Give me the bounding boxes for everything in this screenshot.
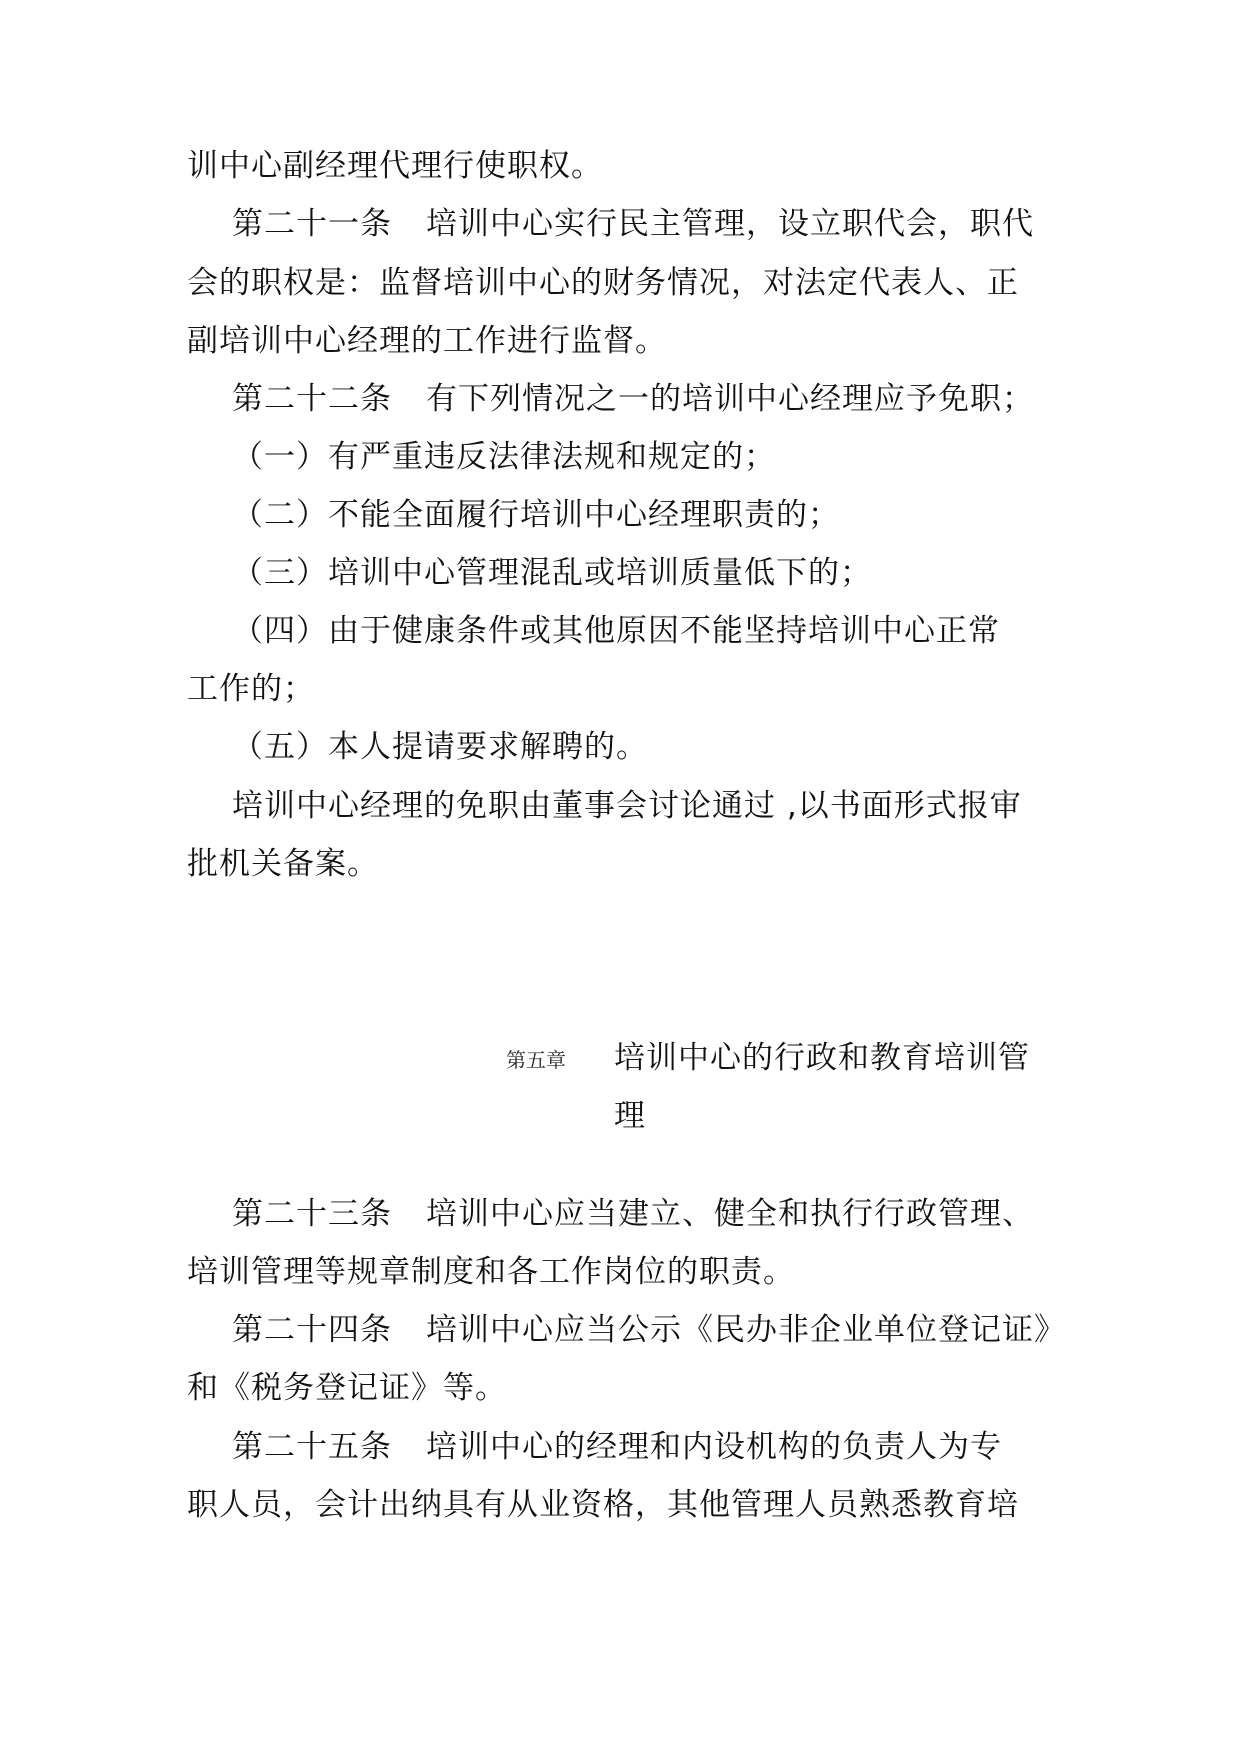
text-line xyxy=(187,263,1087,303)
article-number: 第二十一条 xyxy=(232,206,392,242)
text-line xyxy=(187,844,1087,884)
text-line xyxy=(187,146,1087,186)
article-number: 第二十五条 xyxy=(232,1429,392,1465)
text-line xyxy=(187,1368,1087,1408)
text-line xyxy=(187,321,1087,361)
list-item xyxy=(232,727,1132,767)
article-number: 第二十二条 xyxy=(232,381,392,417)
text-fragment: 批机关备案。 xyxy=(187,846,379,882)
text-fragment: 和《税务登记证》等。 xyxy=(187,1370,507,1406)
article-21-heading xyxy=(232,204,1132,244)
text-fragment: 培训管理等规章制度和各工作岗位的职责。 xyxy=(187,1254,795,1290)
text-line xyxy=(232,786,1132,826)
list-item-text: （一）有严重违反法律法规和规定的； xyxy=(232,439,776,475)
article-text: 培训中心实行民主管理，设立职代会，职代 xyxy=(426,206,1034,242)
text-fragment: 训中心副经理代理行使职权。 xyxy=(187,148,603,184)
article-25-heading xyxy=(232,1427,1132,1467)
list-item-text: （三）培训中心管理混乱或培训质量低下的； xyxy=(232,555,872,591)
list-item-text: （四）由于健康条件或其他原因不能坚持培训中心正常 xyxy=(232,613,1000,649)
article-text: 培训中心应当建立、健全和执行行政管理、 xyxy=(426,1196,1034,1232)
text-line xyxy=(187,1485,1087,1525)
list-item xyxy=(232,437,1132,477)
article-22-heading xyxy=(232,379,1132,419)
list-item xyxy=(232,611,1132,651)
list-item xyxy=(232,495,1132,535)
text-fragment: 会的职权是：监督培训中心的财务情况，对法定代表人、正 xyxy=(187,265,1019,301)
text-fragment: 职人员，会计出纳具有从业资格，其他管理人员熟悉教育培 xyxy=(187,1487,1019,1523)
list-item xyxy=(232,553,1132,593)
chapter-title: 培训中心的行政和教育培训管 xyxy=(614,1040,1030,1076)
text-fragment: 培训中心经理的免职由董事会讨论通过 ,以书面形式报审 xyxy=(232,788,1022,824)
article-text: 培训中心应当公示《民办非企业单位登记证》 xyxy=(426,1312,1066,1348)
article-number: 第二十四条 xyxy=(232,1312,392,1348)
text-fragment: 副培训中心经理的工作进行监督。 xyxy=(187,323,667,359)
text-line xyxy=(187,669,1087,709)
list-item-text: （二）不能全面履行培训中心经理职责的； xyxy=(232,497,840,533)
chapter-title-continued: 理 xyxy=(614,1098,646,1134)
article-text: 培训中心的经理和内设机构的负责人为专 xyxy=(426,1429,1002,1465)
article-text: 有下列情况之一的培训中心经理应予免职； xyxy=(426,381,1034,417)
article-24-heading xyxy=(232,1310,1132,1350)
chapter-number: 第五章 xyxy=(506,1048,566,1072)
text-fragment: 工作的； xyxy=(187,671,315,707)
list-item-text: （五）本人提请要求解聘的。 xyxy=(232,729,648,765)
text-line xyxy=(187,1252,1087,1292)
article-number: 第二十三条 xyxy=(232,1196,392,1232)
article-23-heading xyxy=(232,1194,1132,1234)
